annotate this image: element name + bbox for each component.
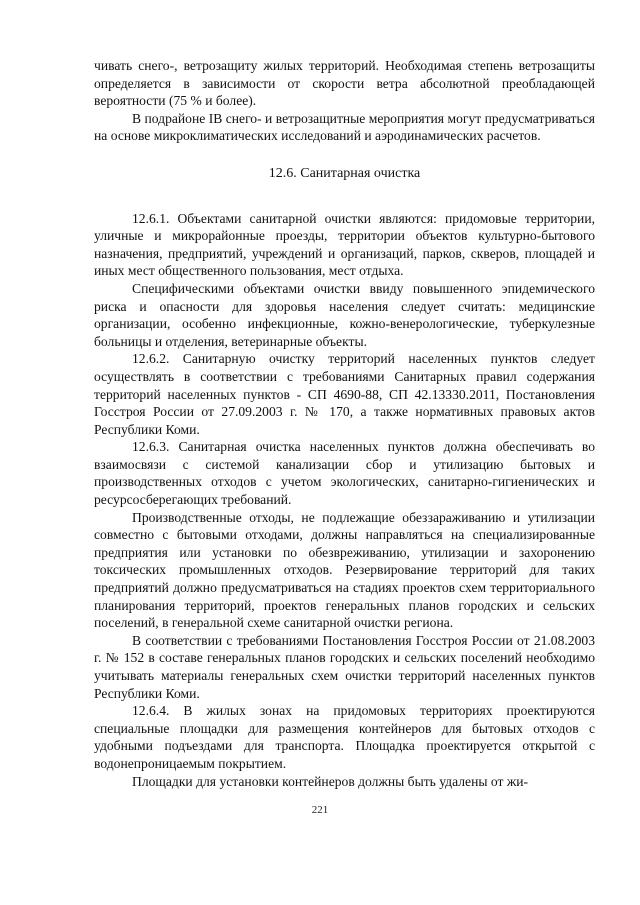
paragraph-12-6-3: 12.6.3. Санитарная очистка населенных пунктов должна обеспечивать во взаимосвязи с системой канализации сбор и утилизацию бытовых и производственных отходов с учетом экологических, санитарно-гигиенических и ресурсосберегающих требований. <box>94 439 595 508</box>
paragraph: Производственные отходы, не подлежащие обеззараживанию и утилизации совместно с бытовыми отходами, должны направляться на специализированные предприятия или установки по обезвреживанию, утилизации и захоронению токсических промышленных отходов. Резервирование территорий для таких предприятий должно предусматриваться на стадиях проектов схем территориального планирования территорий, проектов генеральных планов городских и сельских поселений, в генеральной схеме санитарной очистки региона. <box>94 509 595 631</box>
paragraph: Специфическими объектами очистки ввиду повышенного эпидемического риска и опасности для здоровья населения следует считать: медицинские организации, особенно инфекционные, кожно-венерологические, туберкулезные больницы и отделения, ветеринарные объекты. <box>94 280 595 349</box>
paragraph-12-6-1: 12.6.1. Объектами санитарной очистки являются: придомовые территории, уличные и микрорайонные проезды, территории объектов культурно-бытового назначения, предприятий, учреждений и организаций, парков, скверов, площадей и иных мест общественного пользования, мест отдыха. <box>94 210 595 279</box>
page-number: 221 <box>311 804 329 816</box>
paragraph: В подрайоне IВ снего- и ветрозащитные мероприятия могут предусматриваться на основе микроклиматических исследований и аэродинамических расчетов. <box>94 110 595 144</box>
paragraph-12-6-4: 12.6.4. В жилых зонах на придомовых территориях проектируются специальные площадки для размещения контейнеров для бытовых отходов с удобными подъездами для транспорта. Площадка проектируется открытой с водонепроницаемым покрытием. <box>94 703 595 771</box>
paragraph: Площадки для установки контейнеров должны быть удалены от жи- <box>132 773 529 789</box>
paragraph-12-6-2: 12.6.2. Санитарную очистку территорий населенных пунктов следует осуществлять в соответствии с требованиями Санитарных правил содержания территорий населенных пунктов - СП 4690-88, СП 42.13330.2011, Постановления Госстроя России от 27.09.2003 г. № 170, а также нормативных правовых актов Республики Коми. <box>94 351 595 437</box>
section-heading: 12.6. Санитарная очистка <box>268 165 421 181</box>
paragraph-continuation: чивать снего-, ветрозащиту жилых территорий. Необходимая степень ветрозащиты определяется в зависимости от скорости ветра абсолютной преобладающей вероятности (75 % и более). <box>94 58 595 109</box>
body-text <box>94 57 595 790</box>
paragraph: В соответствии с требованиями Постановления Госстроя России от 21.08.2003 г. № 152 в составе генеральных планов городских и сельских поселений необходимо учитывать материалы генеральных схем очистки территорий населенных пунктов Республики Коми. <box>94 632 595 701</box>
